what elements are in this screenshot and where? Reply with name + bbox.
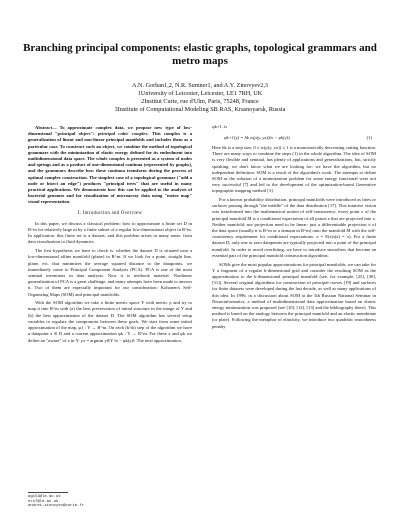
right-column (212, 124, 376, 332)
equation-1 (212, 133, 376, 143)
footnotes (28, 495, 84, 509)
paper-title: Branching principal components: elastic graphs, topological grammars and metro maps (23, 42, 377, 67)
affiliation-1: 1University of Leicester, Leicester, LE1 7RH, UK (137, 90, 263, 97)
author-list: A.N. Gorban1,2, N.R. Sumner1, and A.Y. Zinovyev2,3 (132, 82, 268, 89)
body-paragraph: The first hypothesis we have to check is: whether the dataset D is situated near a low-dimensional affine manifold (plane) in R^m. If we look for a point, straight line, plane, etc. that minimizes the average squared distance to the datapoints, we immediately come to Principal Component Analysis (PCA). PCA is one of the most seminal inventions in data analysis. Now it is textbook material. Nonlinear generalization of PCA is a great challenge, and many attempts have been made to answer it. Two of them are especially important for our consideration: Kohonen's Self-Organizing Maps (SOM) and principal manifolds. (28, 248, 192, 297)
equation-lead: φk+1, is (212, 124, 228, 129)
footnote-email-3[interactable]: andrei.zinovyev@curie.fr (28, 504, 85, 509)
body-paragraph: SOMs give the most popular approximations for principal manifolds: we can take for Y a fragment of a regular k-dimensional grid and consider the resulting SOM as the approximation to the k-dimensional principal manifold (see, for example, [25], [30], [31]). Several original algorithms for construction of principal curves [19] and surfaces for finite datasets were developed during the last decade, as well as many applications of this idea. In 1996, in a discussion about SOM at the 5th Russian National Seminar in Neuroinformatics, a method of multidimensional data approximation based on elastic energy minimization was proposed (see [10], [12], [13] and the bibliography there). This method is based on the analogy between the principal manifold and an elastic membrane (or plate). Following the metaphor of elasticity, we introduce two quadratic smoothness penalty (212, 261, 376, 329)
footnote-email-1[interactable]: ag153@le.ac.uk (28, 495, 61, 499)
abstract-body: . This complex is a generalization of linear and non-linear principal manifolds and includes them as a particular case. To construct such an object, we combine the method of topological grammars with the minimization of elastic energy defined for its embedment into multidimensional data space. The whole complex is presented as a system of nodes and springs and as a product of one-dimensional continua (represented by graphs), and the grammars describe how these continua transform during the process of optimal complex construction. The simplest case of a topological grammar ("add a node or bisect an edge") produces "principal trees" that are useful in many practical applications. We demonstrate how this can be applied to the analysis of bacterial genomes and for visualization of microarray data using "metro map" visual representation. (28, 131, 192, 205)
footnote-divider (28, 492, 68, 493)
equation-body: φk+1(y) = hk w(ρ(y, yx))(x − φk(y)). (224, 134, 291, 140)
footnote-email-2[interactable]: nrs7@le.ac.uk (28, 499, 59, 504)
equation-number: (1) (366, 134, 372, 140)
affiliation-2: 2Institut Curie, rue d'Ulm, Paris, 75248, France (141, 98, 259, 105)
abstract (28, 125, 192, 206)
abstract-keyword: principal cubic complex (97, 131, 148, 137)
author-block (20, 82, 380, 114)
body-paragraph: Here hk is a step size, 0 ≤ w(ρ(y, yx)) ≤ 1 is a monotonically decreasing cutting function. There are many ways to combine the steps (1) in the whole algorithm. The idea of SOM is very flexible and seminal, has plenty of applications and generalizations, but, strictly speaking, we don't know what we are looking for: we have the algorithm, but no independent definition: SOM is a result of the algorithm's work. The attempts to define SOM as the solution of a minimization problem for some energy functional were not very successful [7] and led to the development of the optimization-based Generative topographic mapping method [3]. (212, 144, 376, 194)
left-column (28, 125, 192, 346)
body-paragraph: In this paper, we discuss a classical problem: how to approximate a finite set D in R^m for relatively large m by a finite subset of a regular low-dimensional object in R^m. In application, this finite set is a dataset, and this problem arises in many areas: from data visualization to fluid dynamics. (28, 220, 192, 245)
body-paragraph: For a known probability distribution, principal manifolds were introduced as lines or surfaces passing through "the middle" of the data distribution [17]. This intuitive vision was transformed into the mathematical notion of self-consistency: every point x of the principal manifold M is a conditional expectation of all points z that are projected into x. Neither manifold, nor projection need to be linear: just a differentiable projection π of the data space (usually it is R^m or a domain in R^m) onto the manifold M with the self-consistency requirement for conditional expectations: x = E(z|π(z) = x). For a finite dataset D, only one or zero datapoints are typically projected into a point of the principal manifold. In order to avoid overfitting, we have to introduce smoothers that become an essential part of the principal manifold construction algorithms. (212, 197, 376, 258)
abstract-lead: Abstract— To approximate complex data, we propose new type of low-dimensional "principal object": (28, 125, 192, 137)
affiliation-3: 3Institute of Computational Modeling SB RAS, Krasnoyarsk, Russia (114, 106, 286, 113)
body-paragraph: With the SOM algorithm we take a finite metric space Y with metric ρ and try to map it into R^m with (a) the best preservation of initial structure in the image of Y and (b) the best approximation of the dataset D. The SOM algorithm has several setup variables to regulate the compromise between these goals. We start from some initial approximation of the map, φ1 : Y → R^m. On each (k-th) step of the algorithm we have a datapoint x ∈ D and a current approximation φk : Y → R^m. For these x and φk we define an "owner" of x in Y: yx = argmin y∈Y ‖x − φk(y)‖. The next approximation, (28, 300, 192, 343)
section-heading: I. Introduction and Overview (77, 210, 143, 216)
